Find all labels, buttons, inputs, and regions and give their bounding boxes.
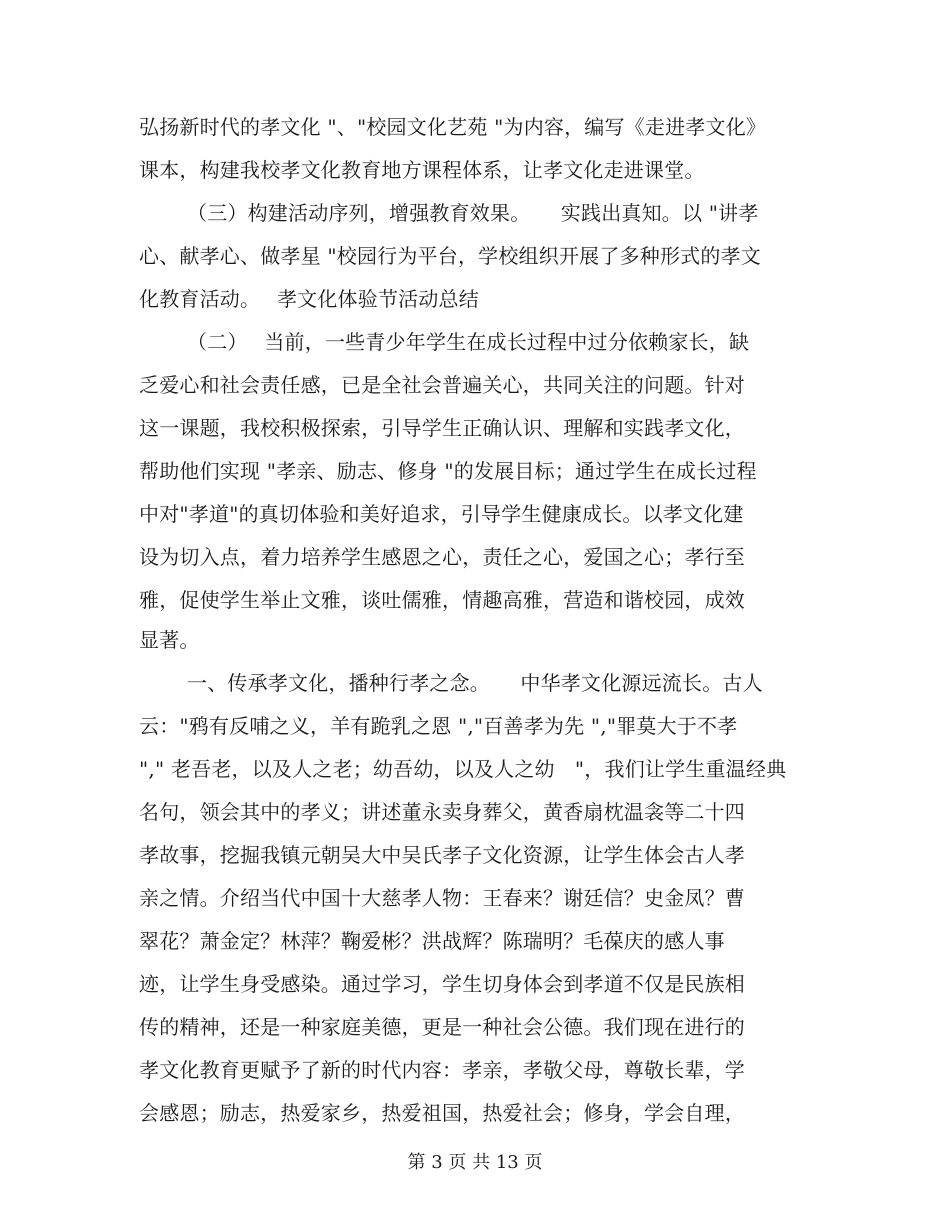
text-line: 这一课题，我校积极探索，引导学生正确认识、理解和实践孝文化，: [139, 416, 745, 440]
text-line: 课本，构建我校孝文化教育地方课程体系，让孝文化走进课堂。: [139, 158, 705, 182]
text-line: "," 老吾老，以及人之老；幼吾幼，以及人之幼 "，我们让学生重温经典: [139, 757, 787, 781]
text-line: 弘扬新时代的孝文化 "、"校园文化艺苑 "为内容，编写《走进孝文化》: [139, 115, 767, 139]
text-line: 心、献孝心、做孝星 "校园行为平台，学校组织开展了多种形式的孝文: [139, 244, 761, 268]
text-line: 中对"孝道"的真切体验和美好追求，引导学生健康成长。以孝文化建: [139, 502, 744, 526]
text-line: 显著。: [139, 628, 200, 652]
text-line: 亲之情。介绍当代中国十大慈孝人物：王春来？谢廷信？史金凤？曹: [139, 886, 745, 910]
text-line: 一、传承孝文化，播种行孝之念。 中华孝文化源远流长。古人: [187, 671, 763, 695]
page-number-footer: 第 3 页 共 13 页: [407, 1152, 543, 1173]
text-line: 传的精神，还是一种家庭美德，更是一种社会公德。我们现在进行的: [139, 1015, 745, 1039]
text-line: 名句，领会其中的孝义；讲述董永卖身葬父，黄香扇枕温衾等二十四: [139, 800, 745, 824]
text-line: 设为切入点，着力培养学生感恩之心，责任之心，爱国之心；孝行至: [139, 545, 745, 569]
text-line: 会感恩；励志，热爱家乡，热爱祖国，热爱社会；修身，学会自理，: [139, 1101, 745, 1125]
text-line: 帮助他们实现 "孝亲、励志、修身 "的发展目标；通过学生在成长过程: [139, 459, 757, 483]
text-line: 迹，让学生身受感染。通过学习，学生切身体会到孝道不仅是民族相: [139, 972, 745, 996]
text-line: 翠花？萧金定？林萍？鞠爱彬？洪战辉？陈瑞明？毛葆庆的感人事: [139, 929, 725, 953]
text-line: 乏爱心和社会责任感，已是全社会普遍关心，共同关注的问题。针对: [139, 373, 745, 397]
text-line: （二） 当前，一些青少年学生在成长过程中过分依赖家长，缺: [187, 330, 750, 354]
text-line: （三）构建活动序列，增强教育效果。 实践出真知。以 "讲孝: [187, 201, 759, 225]
text-line: 云："鸦有反哺之义，羊有跪乳之恩 ","百善孝为先 ","罪莫大于不孝: [139, 714, 738, 738]
text-line: 孝故事，挖掘我镇元朝吴大中吴氏孝子文化资源，让学生体会古人孝: [139, 843, 745, 867]
text-line: 雅，促使学生举止文雅，谈吐儒雅，情趣高雅，营造和谐校园，成效: [139, 588, 745, 612]
text-line: 孝文化教育更赋予了新的时代内容：孝亲，孝敬父母，尊敬长辈，学: [139, 1058, 745, 1082]
text-line: 化教育活动。 孝文化体验节活动总结: [139, 287, 479, 311]
